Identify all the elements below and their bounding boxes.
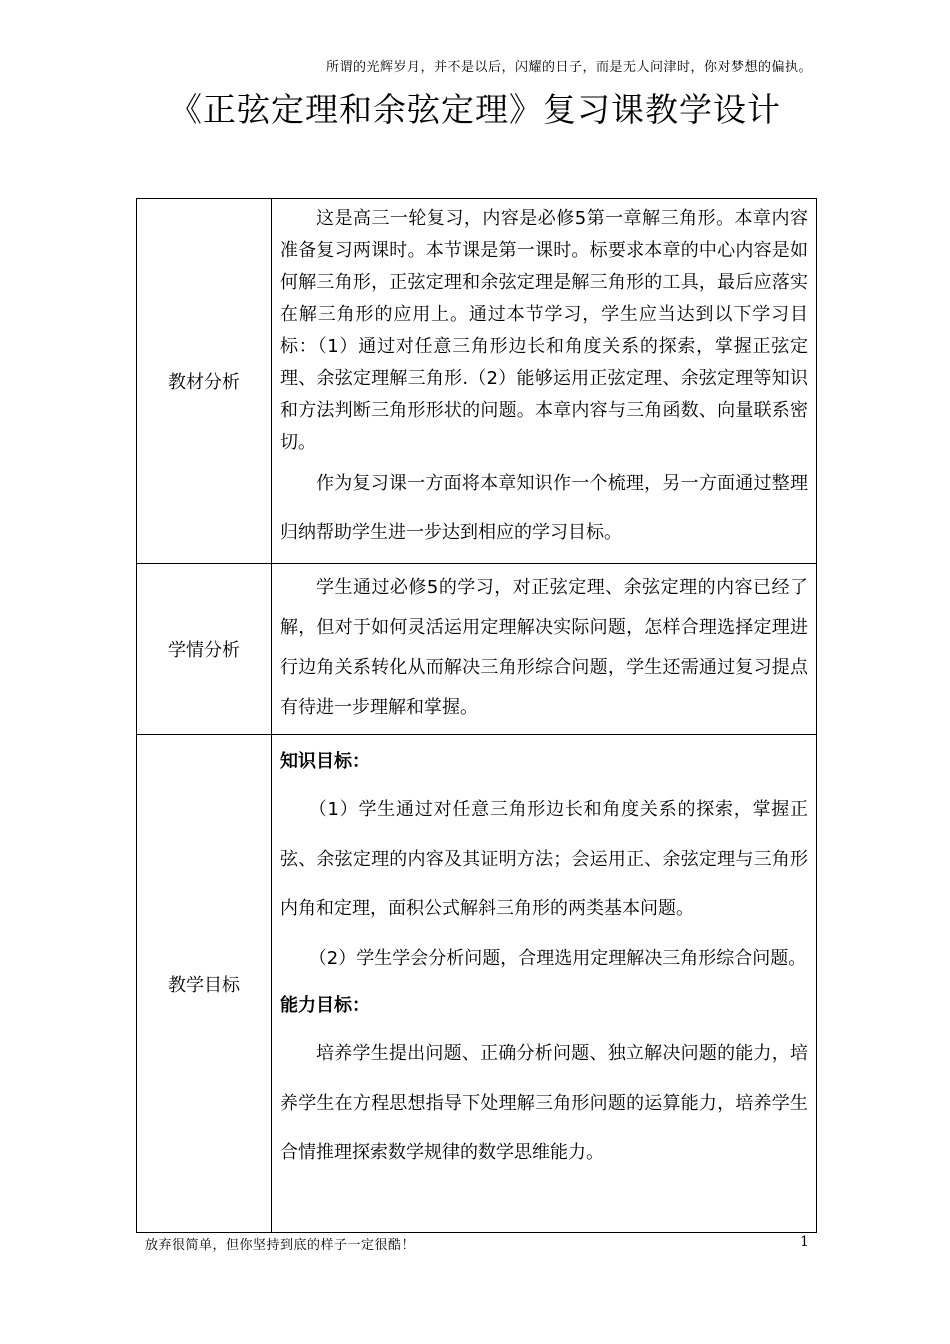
row-label-material-analysis: 教材分析 bbox=[137, 199, 272, 564]
row-label-teaching-objectives: 教学目标 bbox=[137, 735, 272, 1233]
ability-objectives-heading: 能力目标： bbox=[280, 995, 370, 1016]
row-label-student-analysis: 学情分析 bbox=[137, 564, 272, 735]
footer-motto: 放弃很简单，但你坚持到底的样子一定很酷！ bbox=[145, 1238, 416, 1253]
student-analysis-content bbox=[272, 564, 817, 735]
material-analysis-paragraph-2: 作为复习课一方面将本章知识作一个梳理，另一方面通过整理归纳帮助学生进一步达到相应的学习目标。 bbox=[280, 473, 808, 543]
ability-objective-text: 培养学生提出问题、正确分析问题、独立解决问题的能力，培养学生在方程思想指导下处理解三角形问题的运算能力，培养学生合情推理探索数学规律的数学思维能力。 bbox=[280, 1043, 808, 1163]
document-title: 《正弦定理和余弦定理》复习课教学设计 bbox=[169, 90, 781, 129]
lesson-design-table bbox=[136, 198, 817, 1233]
material-analysis-paragraph-1: 这是高三一轮复习，内容是必修5第一章解三角形。本章内容准备复习两课时。本节课是第一课时。标要求本章的中心内容是如何解三角形，正弦定理和余弦定理是解三角形的工具，最后应落实在解三角形的应用上。通过本节学习，学生应当达到以下学习目标：（1）通过对任意三角形边长和角度关系的探索，掌握正弦定理、余弦定理解三角形.（2）能够运用正弦定理、余弦定理等知识和方法判断三角形形状的问题。本章内容与三角函数、向量联系密切。 bbox=[280, 208, 808, 453]
header-motto: 所谓的光辉岁月，并不是以后，闪耀的日子，而是无人问津时，你对梦想的偏执。 bbox=[325, 60, 812, 75]
table-row-teaching-objectives bbox=[137, 735, 817, 1233]
knowledge-objective-item-1: （1）学生通过对任意三角形边长和角度关系的探索，掌握正弦、余弦定理的内容及其证明方法；会运用正、余弦定理与三角形内角和定理，面积公式解斜三角形的两类基本问题。 bbox=[280, 799, 808, 919]
knowledge-objective-item-2: （2）学生学会分析问题，合理选用定理解决三角形综合问题。 bbox=[308, 947, 807, 969]
page-number: 1 bbox=[800, 1234, 809, 1250]
student-analysis-paragraph: 学生通过必修5的学习，对正弦定理、余弦定理的内容已经了解，但对于如何灵活运用定理解决实际问题，怎样合理选择定理进行边角关系转化从而解决三角形综合问题，学生还需通过复习提点有待进一步理解和掌握。 bbox=[280, 577, 808, 718]
knowledge-objectives-heading: 知识目标： bbox=[280, 751, 370, 772]
table-row-student-analysis bbox=[137, 564, 817, 735]
material-analysis-content bbox=[272, 199, 817, 564]
teaching-objectives-content bbox=[272, 735, 817, 1233]
table-row-material-analysis bbox=[137, 199, 817, 564]
